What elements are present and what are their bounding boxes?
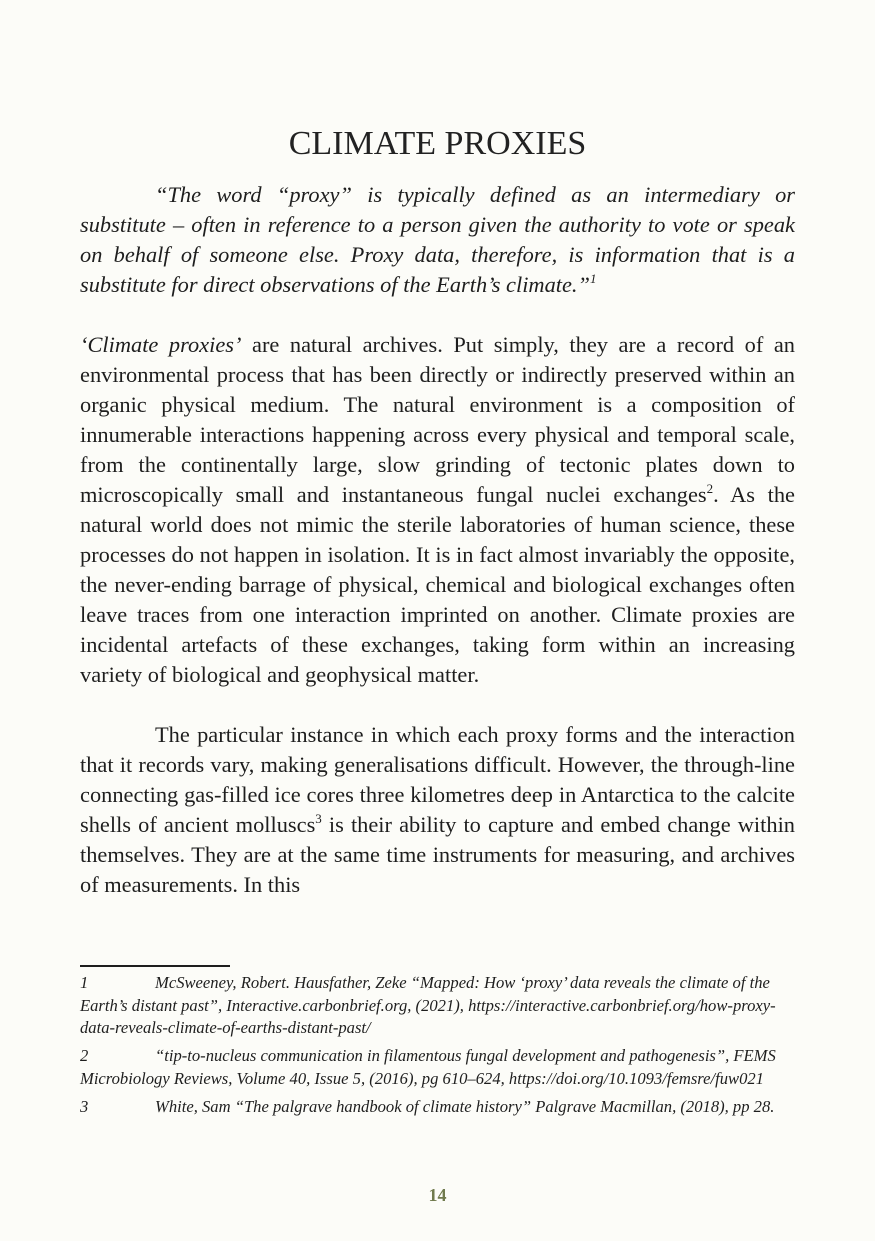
footnote <box>80 972 795 1040</box>
paragraph-text: are natural archives. Put simply, they are a record of an environmental process that has been directly or indirectly preserved within an organic physical medium. The natural environment is a composition of innumerable interactions happening across every physical and temporal scale, from the continentally large, slow grinding of tectonic plates down to microscopically small and instantaneous fungal nuclei exchanges <box>80 332 795 507</box>
body-paragraph-2 <box>80 720 795 900</box>
page-title: CLIMATE PROXIES <box>288 125 587 162</box>
footnote-number: 2 <box>80 1046 89 1066</box>
footnote-text: White, Sam “The palgrave handbook of climate history” Palgrave Macmillan, (2018), pp 28. <box>155 1096 775 1116</box>
footnote-number: 3 <box>80 1096 89 1116</box>
footnote-text: “tip-to-nucleus communication in filamentous fungal development and pathogenesis”, FEMS Microbiology Reviews, Volume 40, Issue 5, (2016), pg 610–624, https://doi.org/10.1093/femsre/fuw021 <box>80 1046 776 1088</box>
footnote <box>80 1045 795 1090</box>
paragraph-text: The particular instance in which each proxy forms and the interaction that it records vary, making generalisations difficult. However, the through-line connecting gas-filled ice cores three kilometres deep in Antarctica to the calcite shells of ancient molluscs <box>80 722 795 837</box>
footnote-ref-2[interactable]: 2 <box>706 481 714 496</box>
footnote-text: McSweeney, Robert. Hausfather, Zeke “Mapped: How ‘proxy’ data reveals the climate of the Earth’s distant past”, Interactive.carbonbrief.org, (2021), https://interactive.carbonbrief.org/how-proxy-data-reveals-climate-of-earths-distant-past/ <box>80 973 776 1038</box>
paragraph-lead: ‘Climate proxies’ <box>80 332 242 357</box>
footnotes <box>80 972 795 1123</box>
footnote-divider <box>80 965 230 967</box>
footnote-ref-1[interactable]: 1 <box>590 271 597 286</box>
footnote-ref-3[interactable]: 3 <box>315 811 322 826</box>
footnote <box>80 1096 795 1119</box>
page-number: 14 <box>428 1185 447 1205</box>
body-paragraph-1 <box>80 330 795 690</box>
paragraph-text: . As the natural world does not mimic the sterile laboratories of human science, these processes do not happen in isolation. It is in fact almost invariably the opposite, the never-ending barrage of physical, chemical and biological exchanges often leave traces from one interaction imprinted on another. Climate proxies are incidental artefacts of these exchanges, taking form within an increasing variety of biological and geophysical matter. <box>80 482 795 687</box>
paragraph-text: is their ability to capture and embed change within themselves. They are at the same time instruments for measuring, and archives of measurements. In this <box>80 812 795 897</box>
quote-text: “The word “proxy” is typically defined as an intermediary or substitute – often in reference to a person given the authority to vote or speak on behalf of someone else. Proxy data, therefore, is information that is a substitute for direct observations of the Earth’s climate.” <box>80 182 795 297</box>
footnote-number: 1 <box>80 973 89 992</box>
epigraph-quote <box>80 180 795 300</box>
